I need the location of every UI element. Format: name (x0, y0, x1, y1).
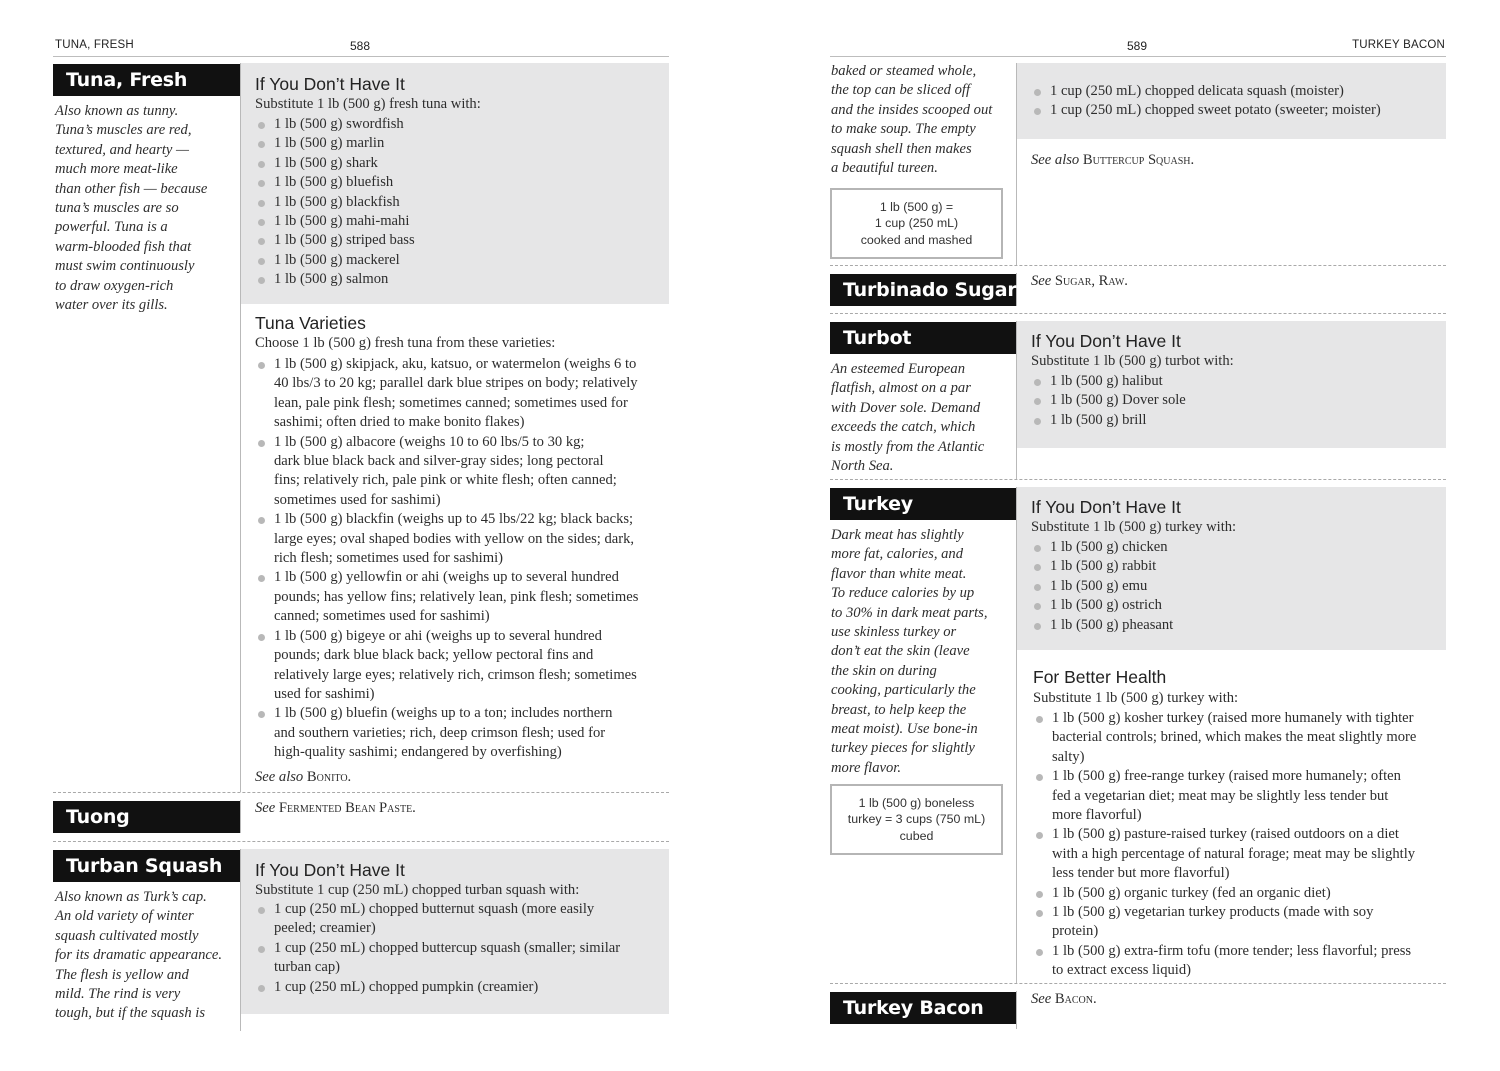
varieties-intro: Choose 1 lb (500 g) fresh tuna from these varieties: (255, 335, 556, 351)
list-item: 1 lb (500 g) free-range turkey (raised more humanely; often fed a vegetarian diet; meat may be slightly less tender but more flavorful) (1033, 767, 1446, 825)
list-item: 1 lb (500 g) albacore (weighs 10 to 60 lbs/5 to 30 kg; dark blue black back and silver-gray sides; long pectoral fins; relatively rich, pale pink or white flesh; often canned; sometimes used for sashimi) (255, 433, 669, 511)
side-note-turban-squash: Also known as Turk’s cap. An old variety of winter squash cultivated mostly for its dramatic appearance. The flesh is yellow and mild. The rind is very tough, but if the squash is (55, 889, 223, 1022)
entry-divider (830, 313, 1446, 314)
list-item: 1 lb (500 g) chicken (1031, 538, 1443, 557)
entry-divider (53, 792, 669, 793)
column-divider (240, 63, 241, 792)
equivalent-box: 1 lb (500 g) = 1 cup (250 mL) cooked and mashed (830, 188, 1003, 259)
health-list (1033, 709, 1446, 981)
list-item: 1 lb (500 g) halibut (1031, 372, 1443, 391)
list-item: 1 cup (250 mL) chopped pumpkin (creamier) (255, 978, 665, 997)
list-item: 1 lb (500 g) organic turkey (fed an organic diet) (1033, 884, 1446, 903)
substitute-list (255, 115, 665, 290)
substitute-intro: Substitute 1 cup (250 mL) chopped turban squash with: (255, 882, 580, 898)
column-divider (1016, 991, 1017, 1029)
section-heading-substitutes: If You Don’t Have It (255, 860, 405, 880)
entry-title-turbinado-sugar: Turbinado Sugar (830, 274, 1016, 306)
list-item: 1 lb (500 g) blackfish (255, 193, 665, 212)
entry-divider (830, 479, 1446, 480)
page-number: 588 (350, 39, 371, 53)
list-item: 1 lb (500 g) brill (1031, 411, 1443, 430)
column-divider (1016, 321, 1017, 479)
list-item: 1 lb (500 g) bigeye or ahi (weighs up to several hundred pounds; dark blue black back; yellow pectoral fins and relatively large eyes; relatively rich, crimson flesh; sometimes used for sashimi) (255, 627, 669, 705)
list-item: 1 lb (500 g) skipjack, aku, katsuo, or watermelon (weighs 6 to 40 lbs/3 to 20 kg; parallel dark blue stripes on body; relatively lean, pale pink flesh; sometimes canned; sometimes used for sashimi; often dried to make bonito flakes) (255, 355, 669, 433)
section-heading-varieties: Tuna Varieties (255, 313, 366, 333)
list-item: 1 cup (250 mL) chopped buttercup squash (smaller; similar turban cap) (255, 939, 665, 978)
see-also-buttercup-squash: See also Buttercup Squash. (1031, 152, 1195, 168)
see-sugar-raw: See Sugar, Raw. (1031, 273, 1128, 289)
substitute-list (255, 900, 665, 997)
section-heading-substitutes: If You Don’t Have It (1031, 497, 1181, 517)
list-item: 1 lb (500 g) vegetarian turkey products (made with soy protein) (1033, 903, 1446, 942)
substitute-intro: Substitute 1 lb (500 g) turbot with: (1031, 353, 1234, 369)
list-item: 1 lb (500 g) salmon (255, 270, 665, 289)
running-head: TUNA, FRESH (55, 39, 134, 51)
varieties-list (255, 355, 669, 763)
substitute-intro: Substitute 1 lb (500 g) fresh tuna with: (255, 96, 481, 112)
equivalent-box: 1 lb (500 g) boneless turkey = 3 cups (750 mL) cubed (830, 784, 1003, 855)
list-item: 1 lb (500 g) Dover sole (1031, 391, 1443, 410)
substitute-list (1031, 82, 1443, 121)
page-number: 589 (1127, 39, 1148, 53)
list-item: 1 lb (500 g) rabbit (1031, 557, 1443, 576)
list-item: 1 lb (500 g) extra-firm tofu (more tender; less flavorful; press to extract excess liquid) (1033, 942, 1446, 981)
health-intro: Substitute 1 lb (500 g) turkey with: (1033, 690, 1239, 706)
entry-divider (53, 841, 669, 842)
section-heading-substitutes: If You Don’t Have It (1031, 331, 1181, 351)
list-item: 1 lb (500 g) pheasant (1031, 616, 1443, 635)
entry-title-turkey-bacon: Turkey Bacon (830, 992, 1016, 1024)
substitute-intro: Substitute 1 lb (500 g) turkey with: (1031, 519, 1237, 535)
column-divider (240, 849, 241, 1031)
list-item: 1 lb (500 g) mahi-mahi (255, 212, 665, 231)
substitute-list (1031, 372, 1443, 430)
column-divider (1016, 63, 1017, 265)
list-item: 1 cup (250 mL) chopped sweet potato (sweeter; moister) (1031, 101, 1443, 120)
section-heading-substitutes: If You Don’t Have It (255, 74, 405, 94)
entry-divider (830, 265, 1446, 266)
see-also-bonito: See also Bonito. (255, 769, 352, 785)
list-item: 1 lb (500 g) striped bass (255, 231, 665, 250)
list-item: 1 cup (250 mL) chopped butternut squash (more easily peeled; creamier) (255, 900, 665, 939)
running-head: TURKEY BACON (1352, 39, 1445, 51)
list-item: 1 lb (500 g) swordfish (255, 115, 665, 134)
side-note-turbot: An esteemed European flatfish, almost on a par with Dover sole. Demand exceeds the catch, which is mostly from the Atlantic North Sea. (831, 361, 985, 475)
entry-title-turban-squash: Turban Squash (53, 850, 240, 882)
section-heading-better-health: For Better Health (1033, 667, 1167, 687)
entry-title-turbot: Turbot (830, 322, 1016, 354)
list-item: 1 lb (500 g) bluefin (weighs up to a ton; includes northern and southern varieties; rich, deep crimson flesh; used for high-quality sashimi; endangered by overfishing) (255, 704, 669, 762)
entry-title-turkey: Turkey (830, 488, 1016, 520)
entry-title-tuna-fresh: Tuna, Fresh (53, 64, 240, 96)
column-divider (1016, 487, 1017, 983)
side-note-tuna: Also known as tunny. Tuna’s muscles are red, textured, and hearty — much more meat-like than other fish — because tuna’s muscles are so powerful. Tuna is a warm-blooded fish that must swim continuously to draw oxygen-rich water over its gills. (55, 103, 208, 314)
list-item: 1 lb (500 g) marlin (255, 134, 665, 153)
entry-title-tuong: Tuong (53, 801, 240, 833)
list-item: 1 lb (500 g) kosher turkey (raised more humanely with tighter bacterial controls; brined, which makes the meat slightly more salty) (1033, 709, 1446, 767)
header-rule (53, 56, 669, 57)
column-divider (240, 800, 241, 833)
right-page (750, 0, 1500, 1071)
list-item: 1 lb (500 g) emu (1031, 577, 1443, 596)
list-item: 1 lb (500 g) mackerel (255, 251, 665, 270)
list-item: 1 lb (500 g) ostrich (1031, 596, 1443, 615)
list-item: 1 lb (500 g) blackfin (weighs up to 45 lbs/22 kg; black backs; large eyes; oval shaped bodies with yellow on the sides; dark, rich flesh; sometimes used for sashimi) (255, 510, 669, 568)
entry-divider (830, 983, 1446, 984)
list-item: 1 lb (500 g) pasture-raised turkey (raised outdoors on a diet with a high percentage of natural forage; meat may be slightly less tender but more flavorful) (1033, 825, 1446, 883)
list-item: 1 lb (500 g) bluefish (255, 173, 665, 192)
list-item: 1 lb (500 g) shark (255, 154, 665, 173)
header-rule (830, 56, 1446, 57)
side-note-turkey: Dark meat has slightly more fat, calories, and flavor than white meat. To reduce calories by up to 30% in dark meat parts, use skinless turkey or don’t eat the skin (leave the skin on during cooking, particularly the breast, to help keep the meat moist). Use bone-in turkey pieces for slightly more flavor. (831, 527, 988, 776)
side-note-turban-squash-cont: baked or steamed whole, the top can be sliced off and the insides scooped out to make soup. The empty squash shell then makes a beautiful tureen. (831, 63, 993, 177)
list-item: 1 cup (250 mL) chopped delicata squash (moister) (1031, 82, 1443, 101)
list-item: 1 lb (500 g) yellowfin or ahi (weighs up to several hundred pounds; has yellow fins; relatively lean, pink flesh; sometimes canned; sometimes used for sashimi) (255, 568, 669, 626)
see-bacon: See Bacon. (1031, 991, 1097, 1007)
substitute-list (1031, 538, 1443, 635)
see-fermented-bean-paste: See Fermented Bean Paste. (255, 800, 416, 816)
